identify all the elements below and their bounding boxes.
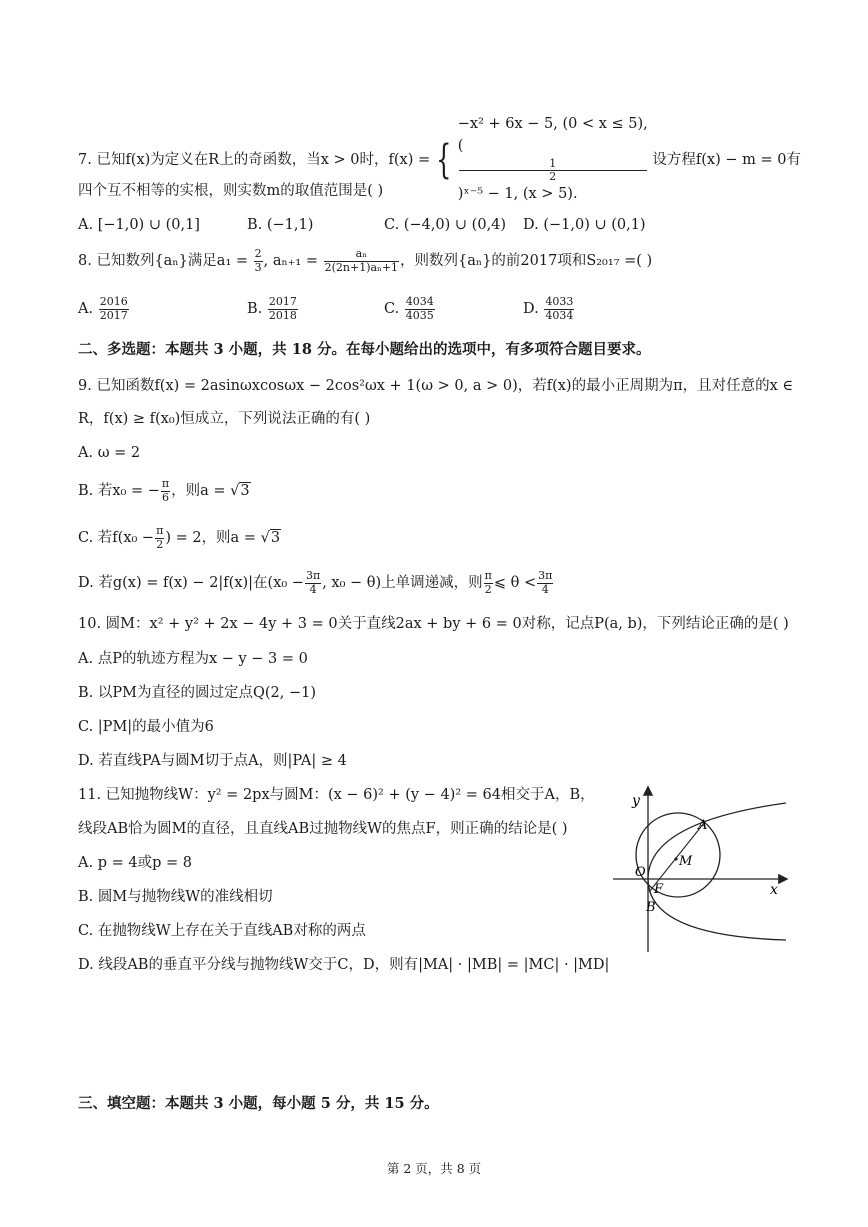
q11-option-b: B. 圆M与抛物线W的准线相切 — [78, 889, 273, 905]
section-2-heading: 二、多选题：本题共 3 小题，共 18 分。在每小题给出的选项中，有多项符合题目要求。 — [78, 341, 651, 358]
q9-line2: R，f(x) ≥ f(x₀)恒成立，下列说法正确的有( ) — [78, 411, 371, 427]
q9-option-a: A. ω = 2 — [78, 445, 141, 461]
q8-option-a: A. $\frac{2016}{2017}$ — [78, 295, 128, 322]
page-footer: 第 2 页，共 8 页 — [386, 1161, 482, 1176]
q7-option-a: A. [−1,0) ∪ (0,1] — [78, 217, 200, 233]
q9-option-b: B. 若x₀ = − $\frac{\pi}{6}$ ，则a = √3 — [78, 477, 250, 504]
recurrence-fraction: $\frac{\text{aₙ}}{\text{2(2n+1)aₙ+1}}$ — [324, 247, 399, 274]
parabola-circle-figure — [608, 780, 793, 955]
q11-option-d: D. 线段AB的垂直平分线与抛物线W交于C，D，则有|MA| · |MB| = |MC| · |MD| — [78, 957, 610, 973]
q10-option-d: D. 若直线PA与圆M切于点A，则|PA| ≥ 4 — [78, 753, 347, 769]
piecewise-case-2: ( 1 2 )ˣ⁻⁵ − 1, (x > 5). — [458, 136, 648, 206]
label-y: y — [632, 793, 640, 809]
half-fraction: 1 2 — [459, 158, 647, 184]
q11-line2: 线段AB恰为圆M的直径，且直线AB过抛物线W的焦点F，则正确的结论是( ) — [78, 821, 568, 837]
label-o: O — [635, 865, 646, 880]
piecewise-cases — [458, 114, 648, 206]
a1-fraction: $\frac{2}{3}$ — [254, 247, 262, 274]
q7-option-c: C. (−4,0) ∪ (0,4) — [384, 217, 507, 233]
q10-stem: 10. 圆M：x² + y² + 2x − 4y + 3 = 0关于直线2ax + by + 6 = 0对称，记点P(a, b)，下列结论正确的是( ) — [78, 616, 789, 632]
q11-option-c: C. 在抛物线W上存在关于直线AB对称的两点 — [78, 923, 366, 939]
q8-option-d: D. $\frac{4033}{4034}$ — [523, 295, 574, 322]
label-f: F — [654, 882, 664, 897]
label-a: A — [698, 818, 708, 833]
q10-option-c: C. |PM|的最小值为6 — [78, 719, 214, 735]
q11-line1: 11. 已知抛物线W：y² = 2px与圆M：(x − 6)² + (y − 4)² = 64相交于A，B， — [78, 787, 595, 803]
q8-option-b: B. $\frac{2017}{2018}$ — [247, 295, 297, 322]
q7-line2: 四个互不相等的实根，则实数m的取值范围是( ) — [78, 183, 384, 199]
label-m: M — [679, 854, 693, 869]
label-x: x — [770, 882, 778, 898]
q8-option-c: C. $\frac{4034}{4035}$ — [384, 295, 434, 322]
q7-stem-a: 7. 已知f(x)为定义在R上的奇函数，当x > 0时，f(x) = — [78, 151, 431, 168]
label-b: B — [646, 900, 656, 915]
q8-stem: 8. 已知数列{aₙ}满足a₁ = $\frac{2}{3}$ , aₙ₊₁ = $\frac{\text{aₙ}}{\text{2(2n+1)aₙ+1}}$ ，则数列{aₙ}的前2017项和S₂₀₁₇ =( ) — [78, 247, 653, 274]
q9-option-d: D. 若g(x) = f(x) − 2|f(x)|在(x₀ − $\frac{3\pi}{4}$ , x₀ − θ)上单调递减，则 $\frac{\pi}{2}$ ⩽ θ < $\frac{3\pi}{4}$ — [78, 569, 553, 596]
q7-option-b: B. (−1,1) — [247, 217, 314, 233]
q9-option-c: C. 若f(x₀ − $\frac{\pi}{2}$ ) = 2，则a = √3 — [78, 524, 281, 551]
piecewise-case-1: −x² + 6x − 5, (0 < x ≤ 5), — [457, 116, 648, 132]
q9-line1: 9. 已知函数f(x) = 2asinωxcosωx − 2cos²ωx + 1(ω > 0, a > 0)，若f(x)的最小正周期为π，且对任意的x ∈ — [78, 378, 794, 394]
piecewise-brace: { — [435, 136, 452, 183]
q10-option-b: B. 以PM为直径的圆过定点Q(2, −1) — [78, 685, 316, 701]
section-3-heading: 三、填空题：本题共 3 小题，每小题 5 分，共 15 分。 — [78, 1095, 439, 1112]
q7-stem-b: 设方程f(x) − m = 0有 — [652, 151, 801, 168]
center-point — [674, 857, 677, 860]
q11-option-a: A. p = 4或p = 8 — [78, 855, 192, 871]
q7-option-d: D. (−1,0) ∪ (0,1) — [523, 217, 646, 233]
q10-option-a: A. 点P的轨迹方程为x − y − 3 = 0 — [78, 651, 308, 667]
